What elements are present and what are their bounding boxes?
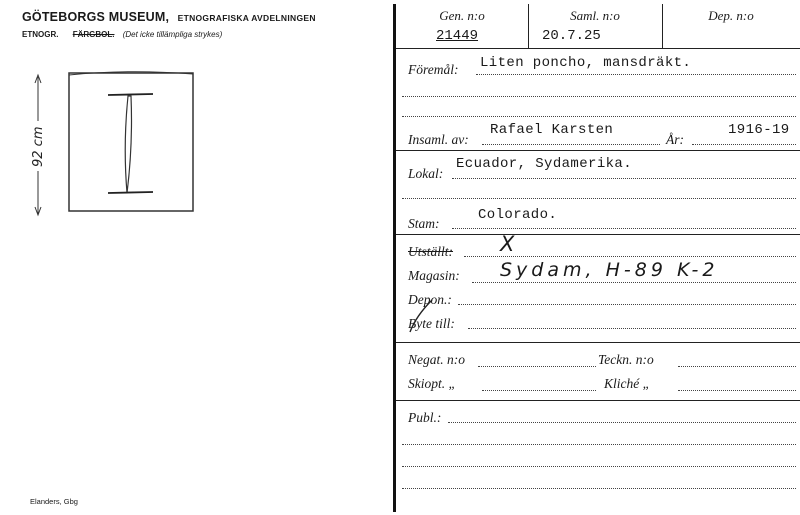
- depon-label: Depon.:: [408, 292, 452, 307]
- catalog-form: [396, 4, 800, 512]
- card-header: [22, 8, 316, 39]
- museum-name: GÖTEBORGS MUSEUM,: [22, 10, 170, 24]
- strike-note: (Det icke tillämpliga strykes): [122, 30, 223, 39]
- department-name: ETNOGRAFISKA AVDELNINGEN: [177, 13, 316, 23]
- utstallt-mark: X: [500, 232, 519, 256]
- magasin-value: Sydam, H-89 K-2: [500, 259, 719, 281]
- dimension-label: 92 cm: [31, 126, 46, 167]
- magasin-label: Magasin:: [408, 268, 460, 283]
- saml-value: 20.7.25: [542, 28, 601, 44]
- saml-cell: [528, 4, 662, 48]
- neck-slit-top: [108, 94, 153, 95]
- header-subline: [22, 30, 316, 39]
- gen-label: Gen. n:o: [439, 8, 485, 23]
- kliche-label: Kliché „: [604, 376, 651, 391]
- foremal-label: Föremål:: [408, 62, 459, 77]
- negat-label: Negat. n:o: [408, 352, 465, 367]
- ar-label: År:: [666, 132, 684, 147]
- check-mark: [406, 296, 436, 336]
- foremal-value: Liten poncho, mansdräkt.: [480, 55, 692, 71]
- etnogr-label: ETNOGR.: [22, 30, 59, 39]
- insaml-value: Rafael Karsten: [490, 122, 614, 138]
- insaml-label: Insaml. av:: [408, 132, 469, 147]
- dep-label: Dep. n:o: [708, 8, 754, 23]
- utstallt-label: Utställt:: [408, 244, 454, 259]
- gen-cell: [396, 4, 528, 48]
- struck-label: FÄRGBOL.: [72, 30, 115, 39]
- number-row: [396, 4, 800, 48]
- printer-credit: Elanders, Gbg: [30, 497, 78, 506]
- publ-label: Publ.:: [408, 410, 442, 425]
- dep-cell: [662, 4, 800, 48]
- byte-label: Byte till:: [408, 316, 455, 331]
- neck-slit: [125, 96, 131, 193]
- ar-value: 1916-19: [728, 122, 790, 138]
- skiopt-label: Skiopt. „: [408, 376, 457, 391]
- lokal-value: Ecuador, Sydamerika.: [456, 156, 633, 172]
- neck-slit-bottom: [108, 192, 153, 193]
- teckn-label: Teckn. n:o: [598, 352, 654, 367]
- gen-value: 21449: [436, 28, 479, 44]
- poncho-sketch: [28, 65, 208, 225]
- stam-value: Colorado.: [478, 207, 558, 223]
- stam-label: Stam:: [408, 216, 440, 231]
- saml-label: Saml. n:o: [570, 8, 620, 23]
- lokal-label: Lokal:: [408, 166, 444, 181]
